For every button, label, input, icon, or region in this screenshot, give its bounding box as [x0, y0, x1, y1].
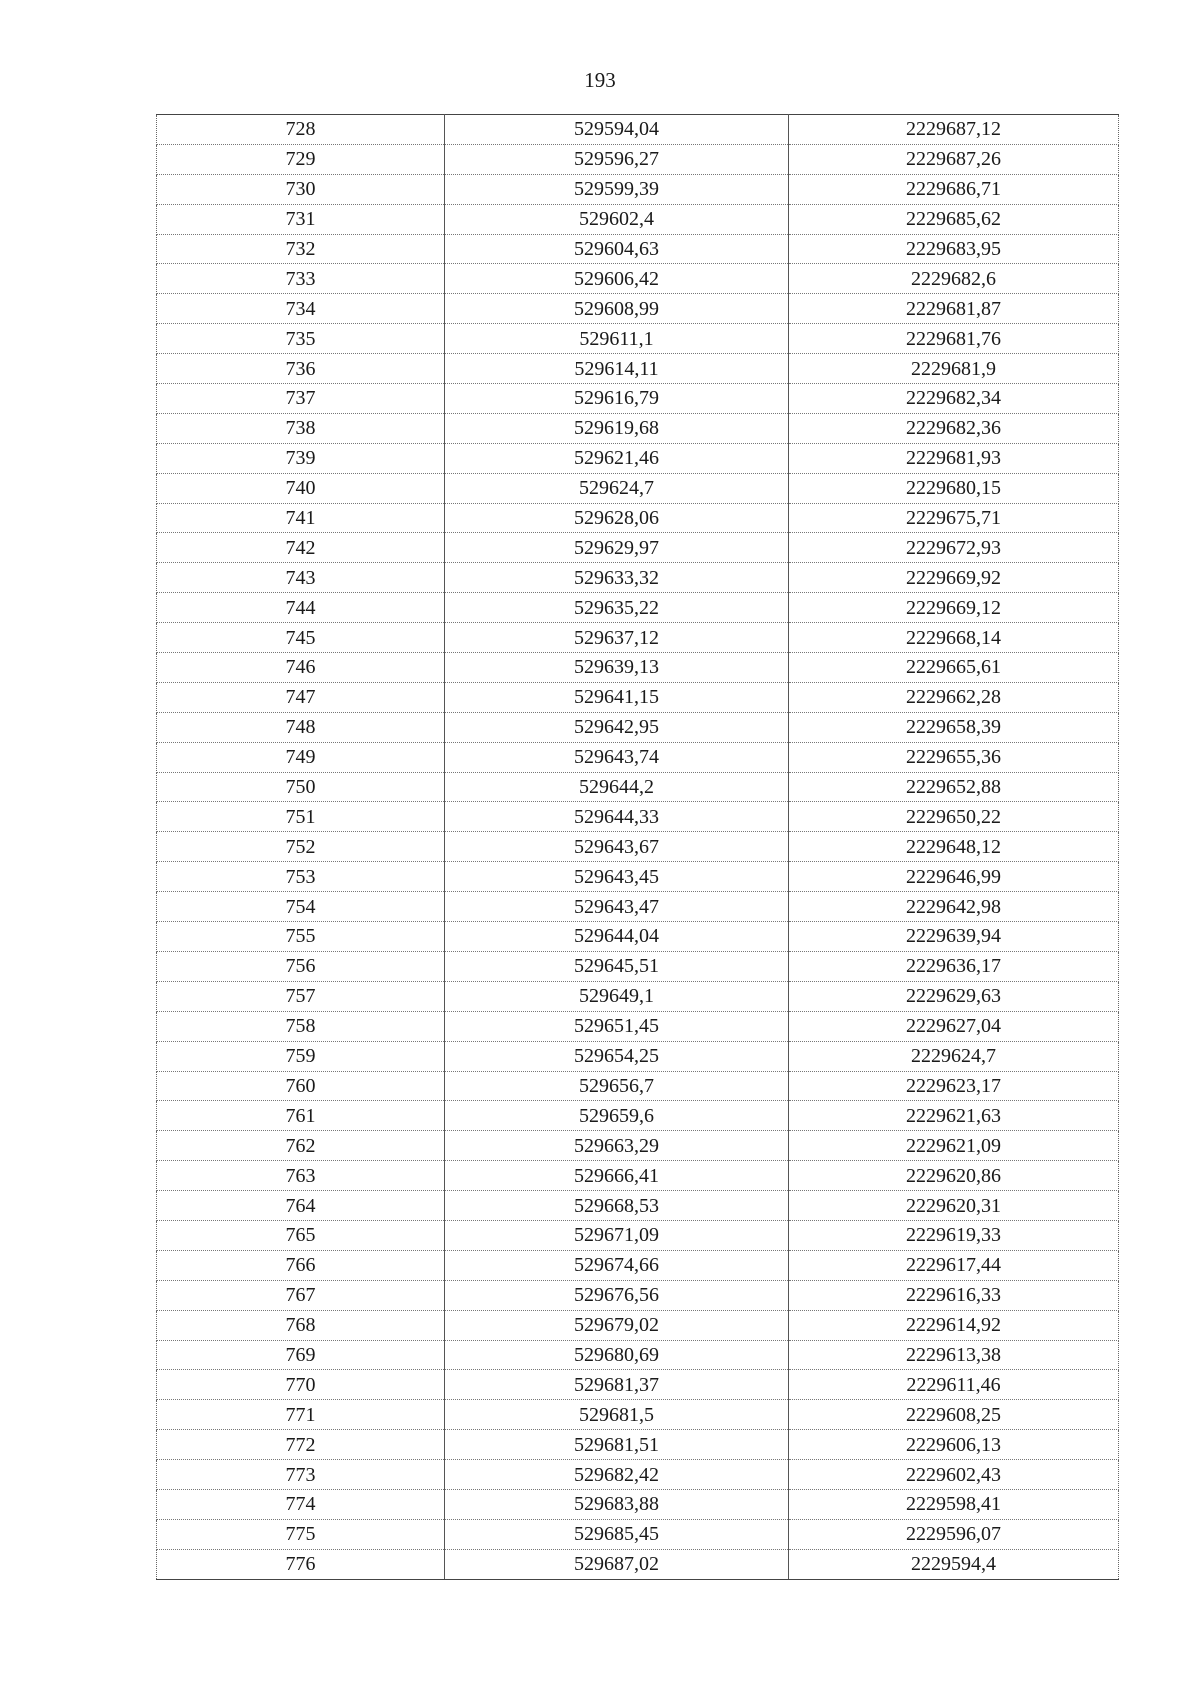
point-number-cell: 759 — [157, 1041, 445, 1071]
x-coordinate-cell: 529599,39 — [445, 174, 789, 204]
table-row — [157, 144, 1119, 174]
point-number-cell: 730 — [157, 174, 445, 204]
table-row — [157, 1191, 1119, 1221]
point-number-cell: 733 — [157, 264, 445, 294]
y-coordinate-cell: 2229681,76 — [789, 324, 1119, 354]
table-row — [157, 1430, 1119, 1460]
y-coordinate-cell: 2229680,15 — [789, 473, 1119, 503]
point-number-cell: 769 — [157, 1340, 445, 1370]
point-number-cell: 756 — [157, 951, 445, 981]
table-row — [157, 712, 1119, 742]
table-row — [157, 1519, 1119, 1549]
point-number-cell: 771 — [157, 1400, 445, 1430]
table-row — [157, 922, 1119, 952]
point-number-cell: 745 — [157, 623, 445, 653]
y-coordinate-cell: 2229682,6 — [789, 264, 1119, 294]
y-coordinate-cell: 2229681,93 — [789, 443, 1119, 473]
table-row — [157, 563, 1119, 593]
point-number-cell: 758 — [157, 1011, 445, 1041]
point-number-cell: 752 — [157, 832, 445, 862]
y-coordinate-cell: 2229629,63 — [789, 981, 1119, 1011]
y-coordinate-cell: 2229686,71 — [789, 174, 1119, 204]
x-coordinate-cell: 529644,04 — [445, 922, 789, 952]
x-coordinate-cell: 529604,63 — [445, 234, 789, 264]
point-number-cell: 748 — [157, 712, 445, 742]
table-row — [157, 682, 1119, 712]
page-number: 193 — [584, 68, 616, 92]
table-row — [157, 623, 1119, 653]
table-row — [157, 1400, 1119, 1430]
table-row — [157, 593, 1119, 623]
table-row — [157, 1250, 1119, 1280]
x-coordinate-cell: 529676,56 — [445, 1280, 789, 1310]
point-number-cell: 763 — [157, 1161, 445, 1191]
point-number-cell: 741 — [157, 503, 445, 533]
x-coordinate-cell: 529651,45 — [445, 1011, 789, 1041]
x-coordinate-cell: 529637,12 — [445, 623, 789, 653]
x-coordinate-cell: 529682,42 — [445, 1460, 789, 1490]
point-number-cell: 774 — [157, 1489, 445, 1519]
x-coordinate-cell: 529681,5 — [445, 1400, 789, 1430]
x-coordinate-cell: 529666,41 — [445, 1161, 789, 1191]
y-coordinate-cell: 2229652,88 — [789, 772, 1119, 802]
table-row — [157, 653, 1119, 683]
y-coordinate-cell: 2229648,12 — [789, 832, 1119, 862]
table-row — [157, 1101, 1119, 1131]
x-coordinate-cell: 529643,45 — [445, 862, 789, 892]
table-row — [157, 204, 1119, 234]
y-coordinate-cell: 2229602,43 — [789, 1460, 1119, 1490]
point-number-cell: 764 — [157, 1191, 445, 1221]
point-number-cell: 744 — [157, 593, 445, 623]
y-coordinate-cell: 2229650,22 — [789, 802, 1119, 832]
x-coordinate-cell: 529656,7 — [445, 1071, 789, 1101]
x-coordinate-cell: 529621,46 — [445, 443, 789, 473]
table-row — [157, 802, 1119, 832]
point-number-cell: 739 — [157, 443, 445, 473]
x-coordinate-cell: 529674,66 — [445, 1250, 789, 1280]
table-row — [157, 892, 1119, 922]
table-row — [157, 862, 1119, 892]
y-coordinate-cell: 2229646,99 — [789, 862, 1119, 892]
point-number-cell: 754 — [157, 892, 445, 922]
y-coordinate-cell: 2229672,93 — [789, 533, 1119, 563]
point-number-cell: 765 — [157, 1220, 445, 1250]
y-coordinate-cell: 2229681,87 — [789, 294, 1119, 324]
y-coordinate-cell: 2229681,9 — [789, 354, 1119, 384]
x-coordinate-cell: 529644,2 — [445, 772, 789, 802]
y-coordinate-cell: 2229621,63 — [789, 1101, 1119, 1131]
point-number-cell: 760 — [157, 1071, 445, 1101]
y-coordinate-cell: 2229614,92 — [789, 1310, 1119, 1340]
y-coordinate-cell: 2229682,34 — [789, 384, 1119, 414]
point-number-cell: 734 — [157, 294, 445, 324]
x-coordinate-cell: 529629,97 — [445, 533, 789, 563]
coordinates-table — [156, 114, 1119, 1580]
y-coordinate-cell: 2229620,86 — [789, 1161, 1119, 1191]
table-row — [157, 264, 1119, 294]
y-coordinate-cell: 2229682,36 — [789, 413, 1119, 443]
point-number-cell: 773 — [157, 1460, 445, 1490]
table-row — [157, 324, 1119, 354]
x-coordinate-cell: 529679,02 — [445, 1310, 789, 1340]
x-coordinate-cell: 529624,7 — [445, 473, 789, 503]
point-number-cell: 770 — [157, 1370, 445, 1400]
table-row — [157, 1370, 1119, 1400]
y-coordinate-cell: 2229655,36 — [789, 742, 1119, 772]
point-number-cell: 772 — [157, 1430, 445, 1460]
table-row — [157, 742, 1119, 772]
y-coordinate-cell: 2229687,26 — [789, 144, 1119, 174]
x-coordinate-cell: 529685,45 — [445, 1519, 789, 1549]
point-number-cell: 750 — [157, 772, 445, 802]
point-number-cell: 743 — [157, 563, 445, 593]
table-row — [157, 1131, 1119, 1161]
x-coordinate-cell: 529644,33 — [445, 802, 789, 832]
y-coordinate-cell: 2229685,62 — [789, 204, 1119, 234]
table-row — [157, 832, 1119, 862]
table-row — [157, 1460, 1119, 1490]
y-coordinate-cell: 2229642,98 — [789, 892, 1119, 922]
y-coordinate-cell: 2229606,13 — [789, 1430, 1119, 1460]
x-coordinate-cell: 529642,95 — [445, 712, 789, 742]
x-coordinate-cell: 529611,1 — [445, 324, 789, 354]
y-coordinate-cell: 2229596,07 — [789, 1519, 1119, 1549]
y-coordinate-cell: 2229662,28 — [789, 682, 1119, 712]
point-number-cell: 751 — [157, 802, 445, 832]
x-coordinate-cell: 529659,6 — [445, 1101, 789, 1131]
point-number-cell: 768 — [157, 1310, 445, 1340]
y-coordinate-cell: 2229683,95 — [789, 234, 1119, 264]
table-row — [157, 1071, 1119, 1101]
x-coordinate-cell: 529633,32 — [445, 563, 789, 593]
point-number-cell: 732 — [157, 234, 445, 264]
point-number-cell: 746 — [157, 653, 445, 683]
table-row — [157, 473, 1119, 503]
y-coordinate-cell: 2229636,17 — [789, 951, 1119, 981]
point-number-cell: 775 — [157, 1519, 445, 1549]
point-number-cell: 731 — [157, 204, 445, 234]
point-number-cell: 728 — [157, 115, 445, 145]
point-number-cell: 729 — [157, 144, 445, 174]
x-coordinate-cell: 529635,22 — [445, 593, 789, 623]
x-coordinate-cell: 529643,47 — [445, 892, 789, 922]
table-row — [157, 951, 1119, 981]
table-row — [157, 1280, 1119, 1310]
y-coordinate-cell: 2229598,41 — [789, 1489, 1119, 1519]
point-number-cell: 738 — [157, 413, 445, 443]
x-coordinate-cell: 529596,27 — [445, 144, 789, 174]
x-coordinate-cell: 529616,79 — [445, 384, 789, 414]
table-row — [157, 1310, 1119, 1340]
x-coordinate-cell: 529680,69 — [445, 1340, 789, 1370]
point-number-cell: 755 — [157, 922, 445, 952]
y-coordinate-cell: 2229669,12 — [789, 593, 1119, 623]
y-coordinate-cell: 2229665,61 — [789, 653, 1119, 683]
x-coordinate-cell: 529681,37 — [445, 1370, 789, 1400]
y-coordinate-cell: 2229627,04 — [789, 1011, 1119, 1041]
y-coordinate-cell: 2229658,39 — [789, 712, 1119, 742]
table-row — [157, 234, 1119, 264]
table-row — [157, 294, 1119, 324]
y-coordinate-cell: 2229608,25 — [789, 1400, 1119, 1430]
point-number-cell: 736 — [157, 354, 445, 384]
y-coordinate-cell: 2229624,7 — [789, 1041, 1119, 1071]
x-coordinate-cell: 529628,06 — [445, 503, 789, 533]
y-coordinate-cell: 2229668,14 — [789, 623, 1119, 653]
table-row — [157, 354, 1119, 384]
y-coordinate-cell: 2229594,4 — [789, 1549, 1119, 1579]
x-coordinate-cell: 529641,15 — [445, 682, 789, 712]
point-number-cell: 737 — [157, 384, 445, 414]
x-coordinate-cell: 529683,88 — [445, 1489, 789, 1519]
y-coordinate-cell: 2229613,38 — [789, 1340, 1119, 1370]
y-coordinate-cell: 2229639,94 — [789, 922, 1119, 952]
y-coordinate-cell: 2229617,44 — [789, 1250, 1119, 1280]
point-number-cell: 753 — [157, 862, 445, 892]
table-row — [157, 1041, 1119, 1071]
x-coordinate-cell: 529681,51 — [445, 1430, 789, 1460]
table-row — [157, 443, 1119, 473]
x-coordinate-cell: 529614,11 — [445, 354, 789, 384]
table-row — [157, 981, 1119, 1011]
point-number-cell: 762 — [157, 1131, 445, 1161]
x-coordinate-cell: 529671,09 — [445, 1220, 789, 1250]
y-coordinate-cell: 2229619,33 — [789, 1220, 1119, 1250]
table-row — [157, 1220, 1119, 1250]
table-row — [157, 1489, 1119, 1519]
table-row — [157, 413, 1119, 443]
y-coordinate-cell: 2229620,31 — [789, 1191, 1119, 1221]
x-coordinate-cell: 529687,02 — [445, 1549, 789, 1579]
table-row — [157, 1161, 1119, 1191]
x-coordinate-cell: 529608,99 — [445, 294, 789, 324]
table-row — [157, 503, 1119, 533]
point-number-cell: 749 — [157, 742, 445, 772]
x-coordinate-cell: 529643,74 — [445, 742, 789, 772]
table-row — [157, 772, 1119, 802]
y-coordinate-cell: 2229616,33 — [789, 1280, 1119, 1310]
x-coordinate-cell: 529654,25 — [445, 1041, 789, 1071]
x-coordinate-cell: 529639,13 — [445, 653, 789, 683]
x-coordinate-cell: 529619,68 — [445, 413, 789, 443]
coordinates-table-body — [157, 115, 1119, 1580]
y-coordinate-cell: 2229675,71 — [789, 503, 1119, 533]
x-coordinate-cell: 529606,42 — [445, 264, 789, 294]
y-coordinate-cell: 2229621,09 — [789, 1131, 1119, 1161]
point-number-cell: 761 — [157, 1101, 445, 1131]
table-row — [157, 384, 1119, 414]
point-number-cell: 747 — [157, 682, 445, 712]
y-coordinate-cell: 2229669,92 — [789, 563, 1119, 593]
x-coordinate-cell: 529594,04 — [445, 115, 789, 145]
table-row — [157, 115, 1119, 145]
table-row — [157, 174, 1119, 204]
x-coordinate-cell: 529663,29 — [445, 1131, 789, 1161]
table-row — [157, 533, 1119, 563]
y-coordinate-cell: 2229687,12 — [789, 115, 1119, 145]
table-row — [157, 1549, 1119, 1579]
x-coordinate-cell: 529649,1 — [445, 981, 789, 1011]
point-number-cell: 742 — [157, 533, 445, 563]
point-number-cell: 740 — [157, 473, 445, 503]
point-number-cell: 767 — [157, 1280, 445, 1310]
x-coordinate-cell: 529645,51 — [445, 951, 789, 981]
point-number-cell: 735 — [157, 324, 445, 354]
point-number-cell: 757 — [157, 981, 445, 1011]
x-coordinate-cell: 529643,67 — [445, 832, 789, 862]
y-coordinate-cell: 2229611,46 — [789, 1370, 1119, 1400]
table-row — [157, 1011, 1119, 1041]
y-coordinate-cell: 2229623,17 — [789, 1071, 1119, 1101]
table-row — [157, 1340, 1119, 1370]
point-number-cell: 766 — [157, 1250, 445, 1280]
point-number-cell: 776 — [157, 1549, 445, 1579]
x-coordinate-cell: 529602,4 — [445, 204, 789, 234]
x-coordinate-cell: 529668,53 — [445, 1191, 789, 1221]
